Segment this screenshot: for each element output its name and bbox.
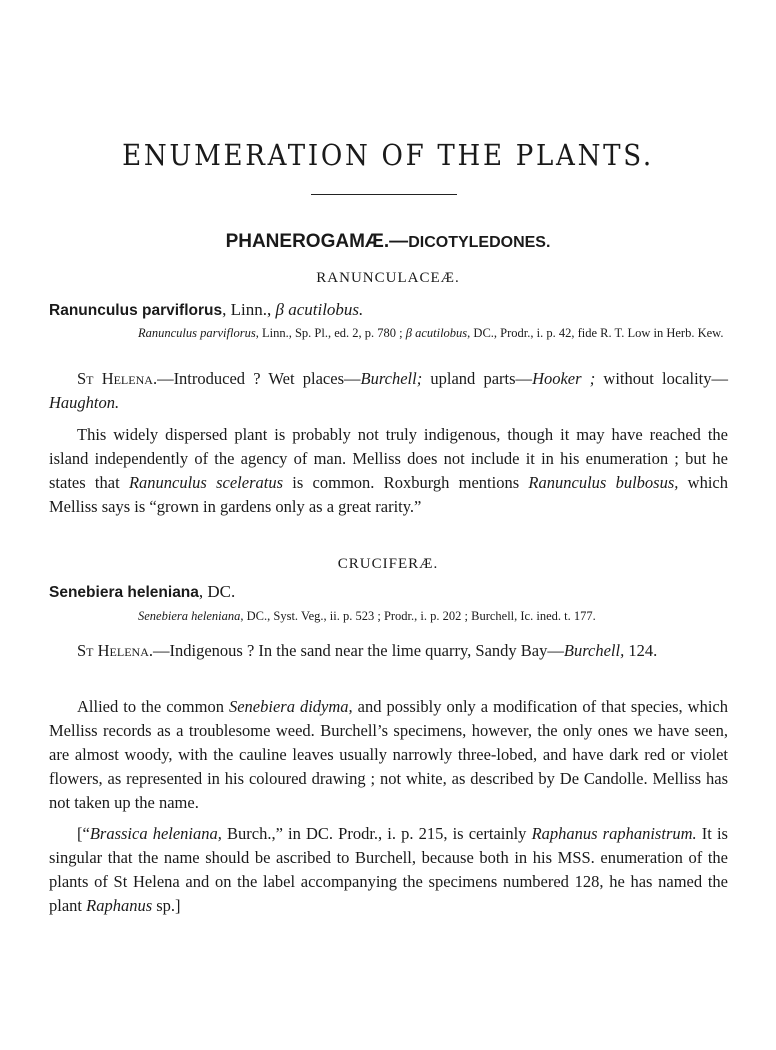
family-heading-ranunculaceae: RANUNCULACEÆ.	[316, 270, 460, 286]
note-taxon: Raphanus raphanistrum.	[531, 824, 697, 843]
citation-text: , DC., Syst. Veg., ii. p. 523 ; Prodr., i. p. 202 ; Burchell, Ic. ined. t. 177.	[240, 609, 596, 623]
locality-place: St Helena	[77, 369, 153, 388]
title-divider	[311, 194, 457, 195]
note-taxon: Senebiera didyma,	[228, 697, 353, 716]
collector-name: Burchell,	[563, 641, 625, 660]
note-taxon: Ranunculus sceleratus	[128, 473, 284, 492]
citation-text-2: , DC., Prodr., i. p. 42, fide R. T. Low in Herb. Kew.	[467, 326, 724, 340]
locality-senebiera	[49, 639, 728, 663]
species-author: , Linn.,	[222, 300, 276, 319]
locality-text: .—Introduced ? Wet places—	[152, 369, 361, 388]
note-senebiera-2	[49, 822, 728, 918]
citation-senebiera	[138, 607, 736, 626]
note-taxon: Raphanus	[86, 896, 153, 915]
species-heading-senebiera	[49, 582, 235, 602]
species-name: Senebiera heleniana	[49, 584, 199, 601]
species-variety: β acutilobus.	[275, 300, 364, 319]
note-taxon: Brassica heleniana,	[89, 824, 222, 843]
citation-taxon: Ranunculus parviflorus	[138, 326, 256, 340]
locality-text: 124.	[624, 641, 658, 660]
species-author: , DC.	[198, 582, 236, 601]
citation-ranunculus	[138, 324, 736, 343]
note-text: which Melliss says is “grown in gardens only as a great rarity.”	[49, 473, 728, 516]
note-text: and possibly only a modification of that species, which Melliss records as a troublesome weed. Burchell’s specimens, however, the only ones we have seen, are almost woody, with the cauline leaves usually narrowly three-lobed, and have dark red or violet flowers, as represented in his coloured drawing ; not white, as described by De Candolle. Melliss has not taken up the name.	[49, 697, 728, 812]
locality-text: upland parts—	[422, 369, 533, 388]
species-name: Ranunculus parviflorus	[49, 302, 223, 319]
collector-name: Hooker ;	[532, 369, 596, 388]
note-text: It is singular that the name should be ascribed to Burchell, because both in his MSS. enumeration of the plants of St Helena and on the label accompanying the specimens numbered 128, he has named the plant	[49, 824, 728, 915]
class-heading-sub: DICOTYLEDONES.	[408, 234, 551, 251]
citation-taxon: Senebiera heleniana	[138, 609, 241, 623]
note-text: [“	[77, 824, 90, 843]
family-heading-cruciferae: CRUCIFERÆ.	[337, 556, 439, 572]
note-text: is common. Roxburgh mentions	[283, 473, 529, 492]
page-title: ENUMERATION OF THE PLANTS.	[122, 138, 654, 172]
locality-text: .—Indigenous ? In the sand near the lime quarry, Sandy Bay—	[148, 641, 564, 660]
note-taxon: Ranunculus bulbosus,	[528, 473, 679, 492]
species-heading-ranunculus	[49, 300, 363, 320]
note-text: Allied to the common	[77, 697, 229, 716]
collector-name: Burchell;	[360, 369, 423, 388]
citation-variety: β acutilobus	[405, 326, 468, 340]
locality-text: without locality—	[595, 369, 729, 388]
collector-name: Haughton.	[49, 393, 120, 412]
note-text: Burch.,” in DC. Prodr., i. p. 215, is certainly	[221, 824, 532, 843]
citation-text: , Linn., Sp. Pl., ed. 2, p. 780 ;	[255, 326, 406, 340]
note-ranunculus	[49, 423, 728, 519]
locality-ranunculus	[49, 367, 728, 415]
class-heading-main: PHANEROGAMÆ.—	[225, 231, 409, 252]
locality-place: St Helena	[77, 641, 149, 660]
class-heading	[0, 231, 776, 253]
note-senebiera-1	[49, 695, 728, 815]
note-text: This widely dispersed plant is probably not truly indigenous, though it may have reached the island independently of the agency of man. Melliss does not include it in his enumeration ; but he states that	[49, 425, 728, 492]
note-text: sp.]	[152, 896, 181, 915]
